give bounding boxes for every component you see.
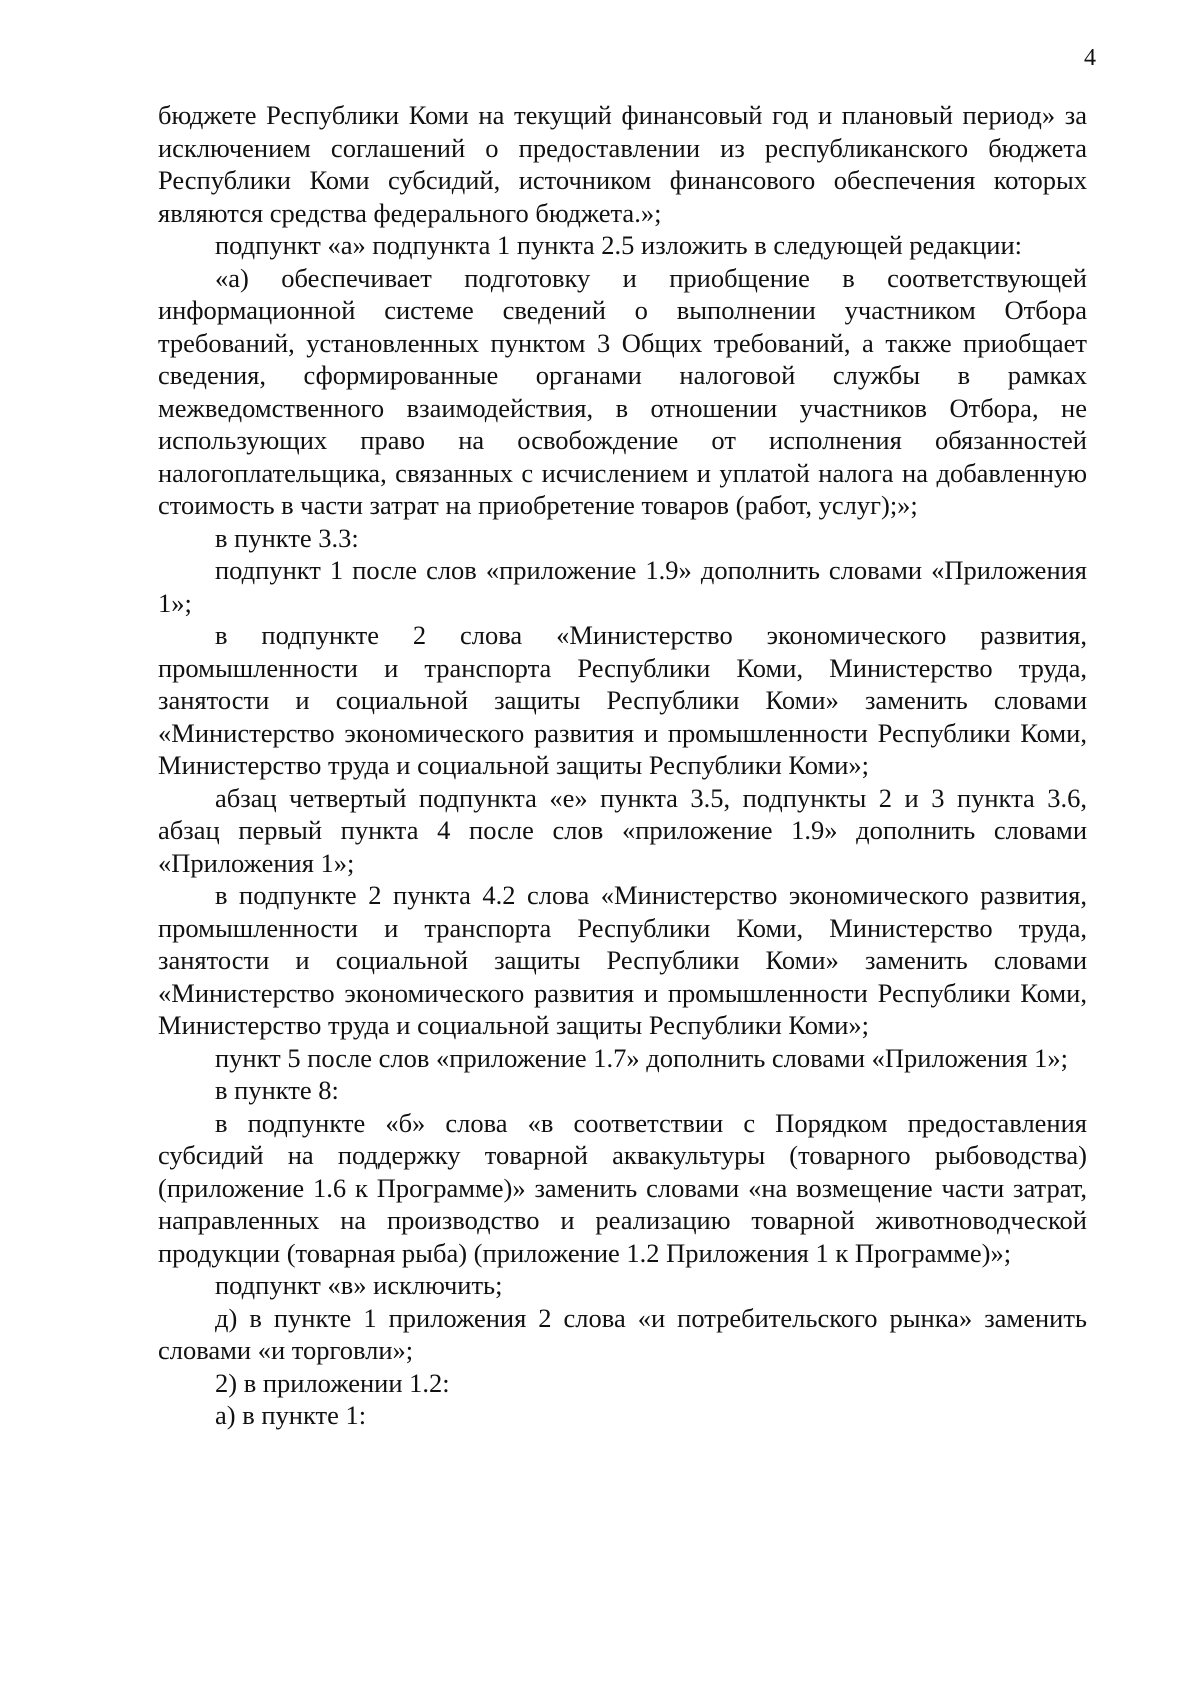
page-number: 4: [1084, 45, 1096, 71]
paragraph: а) в пункте 1:: [215, 1400, 367, 1430]
paragraph: пункт 5 после слов «приложение 1.7» дополнить словами «Приложения 1»;: [215, 1042, 1069, 1073]
paragraph: «а) обеспечивает подготовку и приобщение в соответствующей информационной системе сведений о выполнении участником Отбора требований, установленных пунктом 3 Общих требований, а также приобщает сведения, сформированные органами налоговой службы в рамках межведомственного взаимодействия, в отношении участников Отбора, не использующих право на освобождение от исполнения обязанностей налогоплательщика, связанных с исчислением и уплатой налога на добавленную стоимость в части затрат на приобретение товаров (работ, услуг);»;: [158, 262, 1087, 520]
paragraph: в подпункте 2 слова «Министерство экономического развития, промышленности и транспорта Республики Коми, Министерство труда, занятости и социальной защиты Республики Коми» заменить словами «Министерство экономического развития и промышленности Республики Коми, Министерство труда и социальной защиты Республики Коми»;: [158, 620, 1087, 780]
paragraph: в подпункте 2 пункта 4.2 слова «Министерство экономического развития, промышленности и транспорта Республики Коми, Министерство труда, занятости и социальной защиты Республики Коми» заменить словами «Министерство экономического развития и промышленности Республики Коми, Министерство труда и социальной защиты Республики Коми»;: [158, 880, 1087, 1040]
paragraph: в подпункте «б» слова «в соответствии с Порядком предоставления субсидий на поддержку товарной аквакультуры (товарного рыбоводства) (приложение 1.6 к Программе)» заменить словами «на возмещение части затрат, направленных на производство и реализацию товарной животноводческой продукции (товарная рыба) (приложение 1.2 Приложения 1 к Программе)»;: [158, 1107, 1087, 1268]
paragraph: подпункт «а» подпункта 1 пункта 2.5 изложить в следующей редакции:: [215, 230, 1022, 260]
paragraph: подпункт 1 после слов «приложение 1.9» дополнить словами «Приложения 1»;: [158, 555, 1087, 618]
paragraph: в пункте 3.3:: [215, 522, 359, 553]
paragraph: подпункт «в» исключить;: [215, 1270, 503, 1300]
paragraph-continuation: бюджете Республики Коми на текущий финансовый год и плановый период» за исключением соглашений о предоставлении из республиканского бюджета Республики Коми субсидий, источником финансового обеспечения которых являются средства федерального бюджета.»;: [158, 100, 1087, 228]
paragraph: абзац четвертый подпункта «е» пункта 3.5, подпункты 2 и 3 пункта 3.6, абзац первый пункта 4 после слов «приложение 1.9» дополнить словами «Приложения 1»;: [158, 782, 1087, 878]
document-body: [158, 99, 1087, 1432]
paragraph: 2) в приложении 1.2:: [215, 1367, 450, 1398]
paragraph: д) в пункте 1 приложения 2 слова «и потребительского рынка» заменить словами «и торговли»;: [158, 1302, 1087, 1365]
paragraph: в пункте 8:: [215, 1075, 339, 1105]
